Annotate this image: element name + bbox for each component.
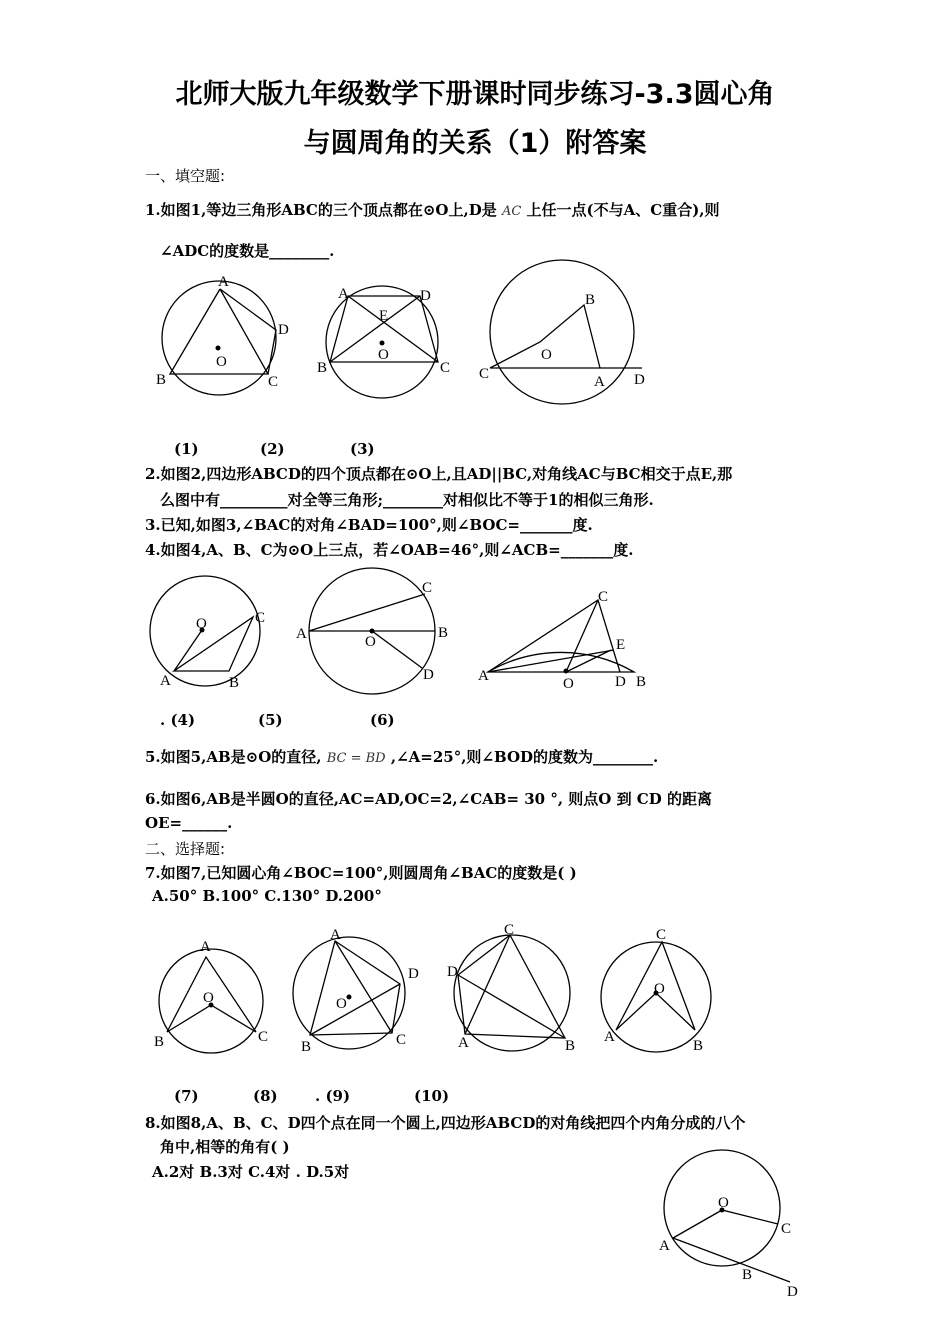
fig1-label-c: C [268,374,279,390]
fig5-label-b: B [438,625,449,641]
fig4-label-b: B [229,675,240,691]
caption-fig2: (2) [260,440,285,458]
fig1-label-a: A [218,274,229,290]
figure-line-ad [673,1238,790,1282]
fig2-label-d: D [420,288,431,304]
question-4: 4.如图4,A、B、C为⊙O上三点，若∠OAB=46°,则∠ACB=_______度. [145,541,634,559]
title-line-2: 与圆周角的关系（1）附答案 [303,128,647,159]
fig10-label-o: O [654,981,665,997]
caption-fig7: (7) [174,1087,199,1105]
question-2-line-2: 么图中有_________对全等三角形;________对相似比不等于1的相似三角形. [160,491,654,509]
fig7-label-b: B [154,1034,165,1050]
fig3-label-o: O [541,347,552,363]
fig8-label-d: D [408,966,419,982]
question-8-line-1: 8.如图8,A、B、C、D四个点在同一个圆上,四边形ABCD的对角线把四个内角分成的八个 [145,1114,746,1132]
fig9-label-a: A [458,1035,469,1051]
fig4-label-o: O [196,616,207,632]
fig10-label-c: C [656,927,667,943]
fig9-label-d: D [447,964,458,980]
fig2-label-a: A [338,286,349,302]
caption-fig4: . (4) [160,711,196,729]
question-2-line-1: 2.如图2,四边形ABCD的四个顶点都在⊙O上,且AD||BC,对角线AC与BC相交于点E,那 [145,465,733,483]
fig1-label-b: B [156,372,167,388]
fig4-label-c: C [255,610,266,626]
fig1-label-o: O [216,354,227,370]
fig7-label-o: O [203,990,214,1006]
fig5-label-c: C [422,580,433,596]
fig6-label-d: D [615,674,626,690]
fig9-label-b: B [565,1038,576,1054]
question-1-part-1: 1.如图1,等边三角形ABC的三个顶点都在⊙O上,D是 [145,201,497,219]
arc-ac-symbol: AC [501,204,522,219]
arc-bc-bd-symbol: BC = BD [326,751,386,766]
caption-fig3: (3) [350,440,375,458]
fig6-label-o: O [563,676,574,692]
caption-fig9: . (9) [315,1087,351,1105]
fig3-label-a: A [594,374,605,390]
section-fill-blank: 一、填空题: [145,167,226,185]
question-7-stem: 7.如图7,已知圆心角∠BOC=100°,则圆周角∠BAC的度数是( ) [145,864,577,882]
fig8-label-o: O [336,996,347,1012]
fig2-label-o: O [378,347,389,363]
figure-label-d: D [787,1284,798,1300]
fig4-label-a: A [160,673,171,689]
caption-fig1: (1) [174,440,199,458]
fig7-label-a: A [200,939,211,955]
fig2-label-e: E [379,308,389,324]
question-5-part-2: ,∠A=25°,则∠BOD的度数为________. [390,748,659,766]
figure-label-b: B [742,1267,753,1283]
fig2-label-b: B [317,360,328,376]
question-8-line-2: 角中,相等的角有( ) [160,1138,290,1156]
question-3: 3.已知,如图3,∠BAC的对角∠BAD=100°,则∠BOC=_______度. [145,516,593,534]
fig10-label-b: B [693,1038,704,1054]
section-multiple-choice: 二、选择题: [145,840,226,858]
caption-fig6: (6) [370,711,395,729]
fig6-label-e: E [616,637,626,653]
question-1-line-2: ∠ADC的度数是________. [160,242,335,260]
figure-label-c: C [781,1221,792,1237]
fig6-label-c: C [598,589,609,605]
fig6-label-b: B [636,674,647,690]
question-6-line-2: OE=______. [145,814,233,832]
question-8-options: A.2对 B.3对 C.4对 . D.5对 [152,1163,350,1181]
caption-fig8: (8) [253,1087,278,1105]
fig7-label-c: C [258,1029,269,1045]
fig5-label-a: A [296,626,307,642]
title-line-1: 北师大版九年级数学下册课时同步练习-3.3圆心角 [175,79,775,110]
figure-label-a: A [659,1238,670,1254]
caption-fig5: (5) [258,711,283,729]
fig3-label-c: C [479,366,490,382]
question-6-line-1: 6.如图6,AB是半圆O的直径,AC=AD,OC=2,∠CAB= 30 °, 则点O 到 CD 的距离 [145,790,712,808]
question-7-options: A.50° B.100° C.130° D.200° [152,887,382,905]
caption-fig10: (10) [414,1087,450,1105]
fig5-label-d: D [423,667,434,683]
fig9-label-c: C [504,922,515,938]
fig6-label-a: A [478,668,489,684]
fig8-label-b: B [301,1039,312,1055]
figure-label-o: O [718,1195,729,1211]
question-5-part-1: 5.如图5,AB是⊙O的直径, [145,748,322,766]
fig1-label-d: D [278,322,289,338]
fig2-label-c: C [440,360,451,376]
fig3-label-d: D [634,372,645,388]
fig10-label-a: A [604,1029,615,1045]
fig3-label-b: B [585,292,596,308]
question-1-part-2: 上任一点(不与A、C重合),则 [526,201,720,219]
fig8-label-c: C [396,1032,407,1048]
fig5-label-o: O [365,634,376,650]
fig8-label-a: A [330,927,341,943]
figure-radii [673,1210,778,1238]
